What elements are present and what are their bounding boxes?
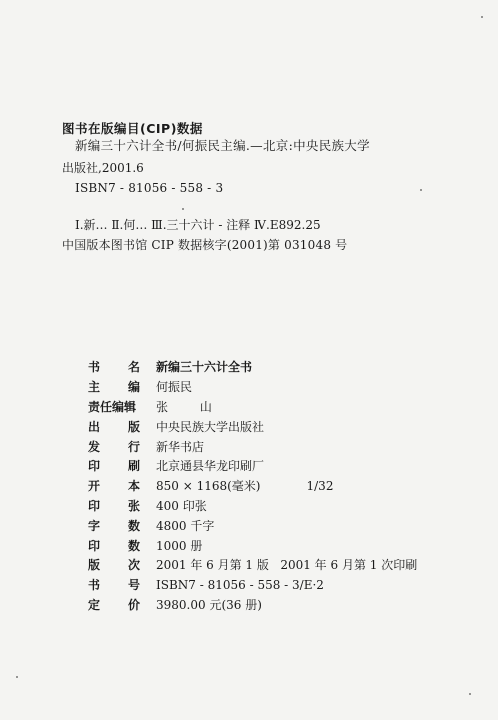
detail-value: 400 印张	[156, 498, 207, 513]
detail-label: 印 刷	[88, 459, 140, 474]
detail-label: 主 编	[88, 380, 140, 395]
detail-row-format	[88, 476, 468, 496]
detail-row-distributor	[88, 436, 468, 456]
book-details-table	[88, 357, 468, 614]
detail-value: 张 山	[156, 399, 226, 414]
scan-speck	[16, 676, 18, 678]
detail-row-edition	[88, 555, 468, 575]
cip-heading: 图书在版编目(CIP)数据	[62, 121, 203, 136]
detail-label: 定 价	[88, 597, 140, 612]
detail-row-print-run	[88, 535, 468, 555]
detail-label: 发 行	[88, 439, 140, 454]
cip-publisher-line: 出版社,2001.6	[62, 161, 144, 175]
detail-label: 版 次	[88, 558, 140, 573]
detail-value: 新华书店	[156, 439, 205, 454]
detail-label: 责任编辑	[88, 399, 137, 414]
detail-row-title	[88, 357, 468, 377]
cip-isbn-line: ISBN7 - 81056 - 558 - 3	[75, 181, 224, 195]
detail-value: 北京通县华龙印刷厂	[156, 459, 265, 474]
detail-label: 书 名	[88, 360, 140, 375]
detail-label: 出 版	[88, 419, 140, 434]
detail-value: 新编三十六计全书	[156, 360, 253, 375]
detail-row-responsible-editor	[88, 397, 468, 417]
detail-row-sheets	[88, 496, 468, 516]
detail-row-book-number	[88, 575, 468, 595]
detail-value: 2001 年 6 月第 1 版 2001 年 6 月第 1 次印刷	[156, 558, 418, 573]
scan-speck	[420, 189, 422, 191]
detail-row-price	[88, 595, 468, 615]
detail-value: ISBN7 - 81056 - 558 - 3/E·2	[156, 577, 324, 592]
detail-label: 开 本	[88, 479, 140, 494]
detail-row-publisher	[88, 416, 468, 436]
scan-speck	[469, 693, 471, 695]
detail-row-editor	[88, 377, 468, 397]
detail-value: 3980.00 元(36 册)	[156, 597, 262, 612]
detail-value: 中央民族大学出版社	[156, 419, 265, 434]
detail-label: 印 张	[88, 498, 140, 513]
detail-label: 书 号	[88, 578, 140, 593]
scan-speck	[182, 208, 184, 210]
format-fraction: 1/32	[306, 479, 334, 494]
detail-row-printer	[88, 456, 468, 476]
cip-classification-line: Ⅰ.新… Ⅱ.何… Ⅲ.三十六计 - 注释 Ⅳ.E892.25	[75, 218, 321, 232]
detail-label: 字 数	[88, 518, 140, 533]
detail-value: 1000 册	[156, 538, 203, 553]
detail-row-word-count	[88, 515, 468, 535]
detail-value: 4800 千字	[156, 518, 215, 533]
cip-title-line: 新编三十六计全书/何振民主编.—北京:中央民族大学	[75, 138, 370, 153]
cip-record-number-line: 中国版本图书馆 CIP 数据核字(2001)第 031048 号	[62, 238, 348, 252]
detail-value: 何振民	[156, 380, 193, 395]
scan-speck	[481, 16, 483, 18]
detail-label: 印 数	[88, 538, 140, 553]
detail-value: 850 × 1168(毫米) 1/32	[156, 479, 334, 494]
